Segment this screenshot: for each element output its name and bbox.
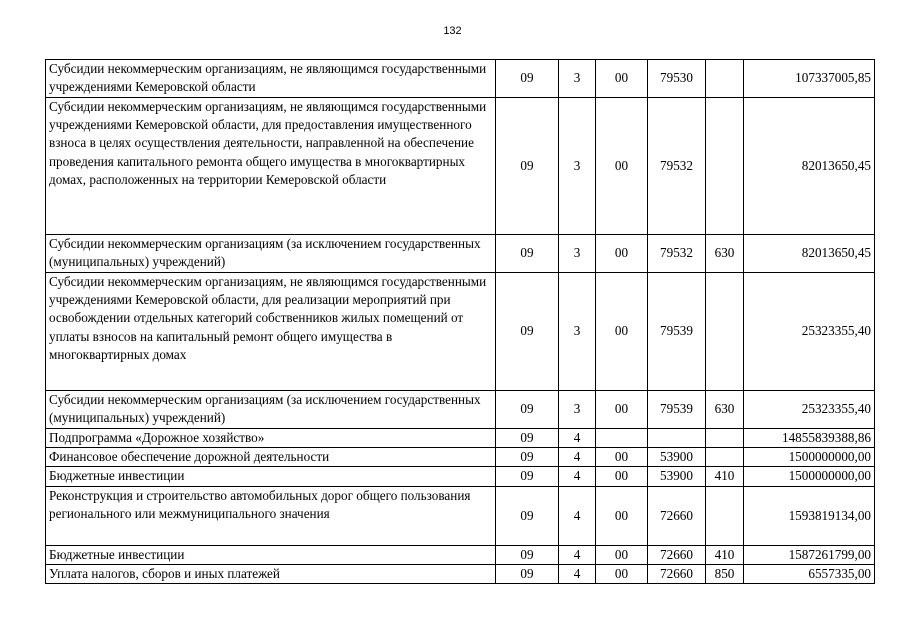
row-target: 79539 — [648, 273, 706, 391]
row-amount: 25323355,40 — [744, 391, 875, 429]
table-row — [46, 391, 875, 429]
row-amount: 6557335,00 — [744, 564, 875, 583]
row-target: 79539 — [648, 391, 706, 429]
row-name: Субсидии некоммерческим организациям, не являющимся государственными учреждениями Кемеровской области, для предоставления имущественного взноса в целях осуществления деятельности, направленной на обеспечение проведения капитального ремонта общего имущества в многоквартирных домах, расположенных на территории Кемеровской области — [46, 98, 496, 235]
table-row — [46, 448, 875, 467]
row-podrazdel: 4 — [559, 429, 596, 448]
row-podrazdel: 4 — [559, 564, 596, 583]
row-vid: 630 — [706, 391, 744, 429]
row-target: 79532 — [648, 98, 706, 235]
row-vid — [706, 60, 744, 98]
row-razdel: 09 — [496, 564, 559, 583]
row-razdel: 09 — [496, 467, 559, 486]
row-podrazdel: 4 — [559, 467, 596, 486]
row-name: Бюджетные инвестиции — [46, 545, 496, 564]
row-program — [596, 429, 648, 448]
row-razdel: 09 — [496, 486, 559, 545]
row-razdel: 09 — [496, 545, 559, 564]
row-razdel: 09 — [496, 448, 559, 467]
row-vid: 410 — [706, 545, 744, 564]
row-amount: 1500000000,00 — [744, 467, 875, 486]
row-amount: 1593819134,00 — [744, 486, 875, 545]
row-target: 72660 — [648, 545, 706, 564]
row-razdel: 09 — [496, 235, 559, 273]
row-name: Субсидии некоммерческим организациям, не являющимся государственными учреждениями Кемеровской области, для реализации мероприятий при освобождении отдельных категорий собственников жилых помещений от уплаты взносов на капитальный ремонт общего имущества в многоквартирных домах — [46, 273, 496, 391]
page-number: 132 — [443, 25, 462, 37]
row-podrazdel: 3 — [559, 60, 596, 98]
row-program: 00 — [596, 273, 648, 391]
row-razdel: 09 — [496, 273, 559, 391]
table-row — [46, 467, 875, 486]
row-razdel: 09 — [496, 391, 559, 429]
row-program: 00 — [596, 486, 648, 545]
row-program: 00 — [596, 564, 648, 583]
row-name: Финансовое обеспечение дорожной деятельности — [46, 448, 496, 467]
row-program: 00 — [596, 60, 648, 98]
row-podrazdel: 3 — [559, 391, 596, 429]
row-amount: 82013650,45 — [744, 235, 875, 273]
row-razdel: 09 — [496, 429, 559, 448]
row-podrazdel: 3 — [559, 235, 596, 273]
table-row — [46, 545, 875, 564]
row-vid — [706, 98, 744, 235]
row-amount: 82013650,45 — [744, 98, 875, 235]
row-name: Подпрограмма «Дорожное хозяйство» — [46, 429, 496, 448]
row-razdel: 09 — [496, 98, 559, 235]
row-target: 79532 — [648, 235, 706, 273]
row-program: 00 — [596, 235, 648, 273]
row-target: 72660 — [648, 486, 706, 545]
row-amount: 107337005,85 — [744, 60, 875, 98]
table-row — [46, 429, 875, 448]
row-podrazdel: 3 — [559, 273, 596, 391]
row-amount: 1587261799,00 — [744, 545, 875, 564]
row-name: Субсидии некоммерческим организациям, не являющимся государственными учреждениями Кемеровской области — [46, 60, 496, 98]
row-name: Бюджетные инвестиции — [46, 467, 496, 486]
row-program: 00 — [596, 448, 648, 467]
table-row — [46, 564, 875, 583]
table-row — [46, 273, 875, 391]
row-target — [648, 429, 706, 448]
row-vid — [706, 429, 744, 448]
row-vid: 410 — [706, 467, 744, 486]
row-vid: 630 — [706, 235, 744, 273]
row-amount: 1500000000,00 — [744, 448, 875, 467]
row-podrazdel: 3 — [559, 98, 596, 235]
row-amount: 25323355,40 — [744, 273, 875, 391]
row-target: 72660 — [648, 564, 706, 583]
table-row — [46, 60, 875, 98]
row-vid — [706, 448, 744, 467]
row-razdel: 09 — [496, 60, 559, 98]
row-name: Субсидии некоммерческим организациям (за исключением государственных (муниципальных) учреждений) — [46, 235, 496, 273]
row-podrazdel: 4 — [559, 486, 596, 545]
row-program: 00 — [596, 467, 648, 486]
table-row — [46, 486, 875, 545]
row-name: Уплата налогов, сборов и иных платежей — [46, 564, 496, 583]
budget-table — [45, 59, 875, 584]
row-target: 53900 — [648, 448, 706, 467]
row-program: 00 — [596, 391, 648, 429]
row-podrazdel: 4 — [559, 448, 596, 467]
row-name: Субсидии некоммерческим организациям (за исключением государственных (муниципальных) учреждений) — [46, 391, 496, 429]
row-target: 53900 — [648, 467, 706, 486]
row-vid — [706, 486, 744, 545]
table-row — [46, 98, 875, 235]
row-amount: 14855839388,86 — [744, 429, 875, 448]
table-row — [46, 235, 875, 273]
row-target: 79530 — [648, 60, 706, 98]
row-program: 00 — [596, 545, 648, 564]
row-program: 00 — [596, 98, 648, 235]
row-vid: 850 — [706, 564, 744, 583]
row-vid — [706, 273, 744, 391]
row-name: Реконструкция и строительство автомобильных дорог общего пользования регионального или межмуниципального значения — [46, 486, 496, 545]
row-podrazdel: 4 — [559, 545, 596, 564]
